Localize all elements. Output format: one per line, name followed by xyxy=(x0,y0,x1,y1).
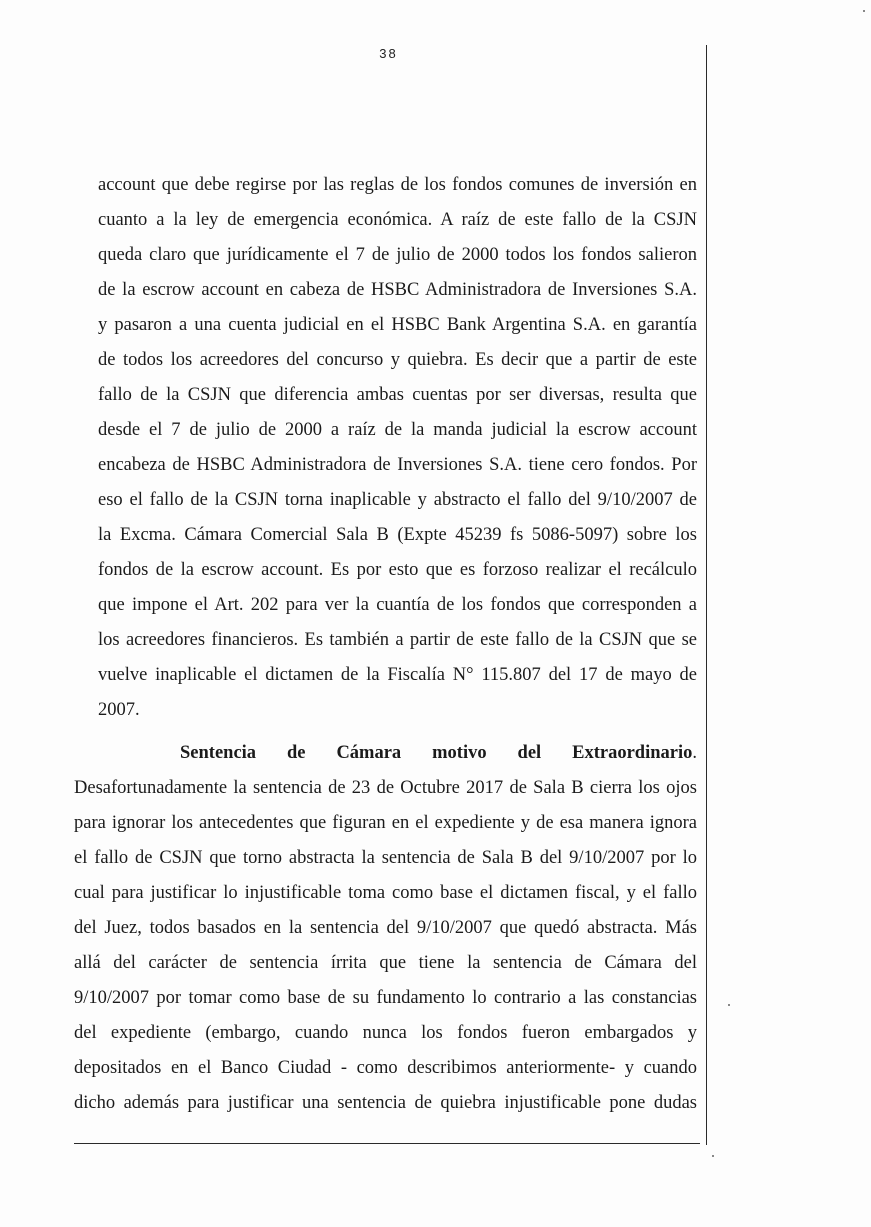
scan-speck xyxy=(728,1004,730,1006)
text-line: fondos de la escrow account. Es por esto que es forzoso realizar el recálculo xyxy=(98,560,697,580)
text-line: para ignorar los antecedentes que figuran en el expediente y de esa manera ignora xyxy=(74,813,697,833)
text-line: cual para justificar lo injustificable toma como base el dictamen fiscal, y el fallo xyxy=(74,883,697,903)
text-line: 9/10/2007 por tomar como base de su fundamento lo contrario a las constancias xyxy=(74,988,697,1008)
text-line: Desafortunadamente la sentencia de 23 de Octubre 2017 de Sala B cierra los ojos xyxy=(74,778,697,798)
text-line: encabeza de HSBC Administradora de Inversiones S.A. tiene cero fondos. Por xyxy=(98,455,697,475)
text-line: depositados en el Banco Ciudad - como describimos anteriormente- y cuando xyxy=(74,1058,697,1078)
section-heading xyxy=(180,741,697,765)
scan-speck xyxy=(863,10,865,12)
scan-speck xyxy=(712,1155,714,1157)
text-line: de la escrow account en cabeza de HSBC Administradora de Inversiones S.A. xyxy=(98,280,697,300)
text-line: eso el fallo de la CSJN torna inaplicable y abstracto el fallo del 9/10/2007 de xyxy=(98,490,697,510)
text-line: desde el 7 de julio de 2000 a raíz de la manda judicial la escrow account xyxy=(98,420,697,440)
text-line: fallo de la CSJN que diferencia ambas cuentas por ser diversas, resulta que xyxy=(98,385,697,405)
text-line: dicho además para justificar una sentencia de quiebra injustificable pone dudas xyxy=(74,1093,697,1113)
text-line: 2007. xyxy=(98,700,140,720)
text-line: de todos los acreedores del concurso y quiebra. Es decir que a partir de este xyxy=(98,350,697,370)
bottom-rule xyxy=(74,1143,700,1144)
right-margin-rule xyxy=(706,45,707,1145)
text-line: y pasaron a una cuenta judicial en el HSBC Bank Argentina S.A. en garantía xyxy=(98,315,697,335)
page-number: 38 xyxy=(379,46,398,61)
section-heading-period: . xyxy=(692,743,697,763)
text-line: del Juez, todos basados en la sentencia del 9/10/2007 que quedó abstracta. Más xyxy=(74,918,697,938)
text-line: allá del carácter de sentencia írrita que tiene la sentencia de Cámara del xyxy=(74,953,697,973)
section-heading-text: Sentencia de Cámara motivo del Extraordinario xyxy=(180,743,693,763)
text-line: que impone el Art. 202 para ver la cuantía de los fondos que corresponden a xyxy=(98,595,697,615)
text-line: vuelve inaplicable el dictamen de la Fiscalía N° 115.807 del 17 de mayo de xyxy=(98,665,697,685)
text-line: la Excma. Cámara Comercial Sala B (Expte 45239 fs 5086-5097) sobre los xyxy=(98,525,697,545)
text-line: los acreedores financieros. Es también a partir de este fallo de la CSJN que se xyxy=(98,630,697,650)
text-line: account que debe regirse por las reglas de los fondos comunes de inversión en xyxy=(98,175,697,195)
text-line: del expediente (embargo, cuando nunca los fondos fueron embargados y xyxy=(74,1023,697,1043)
text-line: queda claro que jurídicamente el 7 de julio de 2000 todos los fondos salieron xyxy=(98,245,697,265)
text-line: cuanto a la ley de emergencia económica. A raíz de este fallo de la CSJN xyxy=(98,210,697,230)
text-line: el fallo de CSJN que torno abstracta la sentencia de Sala B del 9/10/2007 por lo xyxy=(74,848,697,868)
